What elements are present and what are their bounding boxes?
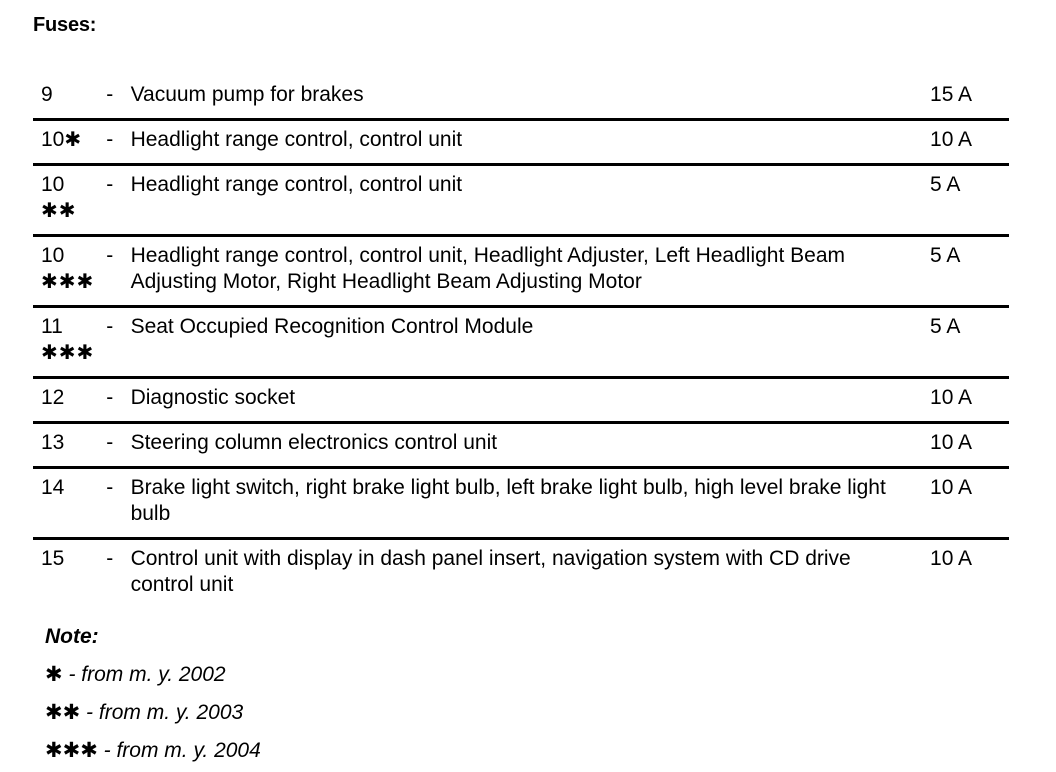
separator: -	[106, 476, 114, 499]
table-row	[33, 468, 1009, 539]
footnote-marker: ✱✱	[41, 200, 77, 222]
footnote-marker: ✱✱✱	[41, 342, 95, 364]
fuse-description: Steering column electronics control unit	[130, 431, 498, 454]
page-heading: Fuses:	[33, 14, 97, 36]
fuse-rating: 5 A	[930, 244, 961, 267]
fuse-rating: 15 A	[930, 83, 973, 106]
fuse-number: 10 ✱✱	[33, 165, 95, 236]
separator: -	[106, 431, 114, 454]
fuse-number: 12	[41, 386, 65, 409]
fuse-rating: 10 A	[930, 386, 973, 409]
table-row	[33, 423, 1009, 468]
fuse-number: 9	[41, 83, 53, 106]
table-row	[33, 165, 1009, 236]
fuse-description: Headlight range control, control unit	[130, 173, 463, 196]
fuse-rating: 10 A	[930, 476, 973, 499]
fuse-description: Control unit with display in dash panel insert, navigation system with CD drive control unit	[130, 547, 851, 596]
fuse-number: 13	[41, 431, 65, 454]
separator: -	[106, 173, 114, 196]
footnote-symbol: ✱✱✱	[45, 739, 98, 762]
fuse-description: Headlight range control, control unit	[130, 128, 463, 151]
separator: -	[106, 244, 114, 267]
fuse-description: Diagnostic socket	[130, 386, 296, 409]
note-text: - from m. y. 2004	[97, 739, 261, 762]
note-section	[45, 618, 261, 770]
fuse-rating: 10 A	[930, 128, 973, 151]
fuse-number: 11 ✱✱✱	[41, 315, 95, 364]
fuse-rating: 10 A	[930, 431, 973, 454]
table-row	[33, 236, 1009, 307]
fuse-rating: 5 A	[930, 173, 961, 196]
footnote-symbol: ✱	[45, 663, 63, 686]
table-row	[33, 539, 1009, 609]
fuse-rating: 10 A	[930, 547, 973, 570]
note-line	[45, 732, 261, 770]
note-text: - from m. y. 2003	[80, 701, 244, 724]
table-row	[33, 307, 1009, 378]
table-row	[33, 120, 1009, 165]
fuse-table	[33, 76, 1009, 608]
separator: -	[106, 315, 114, 338]
note-line	[45, 656, 261, 694]
footnote-marker: ✱	[64, 129, 82, 151]
separator: -	[106, 547, 114, 570]
fuse-description: Seat Occupied Recognition Control Module	[130, 315, 534, 338]
fuse-number: 15	[41, 547, 65, 570]
fuse-description: Vacuum pump for brakes	[130, 83, 364, 106]
fuse-description: Headlight range control, control unit, Headlight Adjuster, Left Headlight Beam Adjusting Motor, Right Headlight Beam Adjusting Motor	[130, 244, 845, 293]
separator: -	[106, 128, 114, 151]
note-text: - from m. y. 2002	[62, 663, 226, 686]
fuse-number: 10 ✱✱✱	[41, 244, 95, 293]
table-row	[33, 76, 1009, 120]
fuse-rating: 5 A	[930, 315, 961, 338]
table-row	[33, 378, 1009, 423]
fuse-number: 14	[41, 476, 65, 499]
footnote-marker: ✱✱✱	[41, 271, 95, 293]
fuse-description: Brake light switch, right brake light bulb, left brake light bulb, high level brake light bulb	[130, 476, 886, 525]
note-line	[45, 694, 261, 732]
separator: -	[106, 386, 114, 409]
footnote-symbol: ✱✱	[45, 701, 81, 724]
note-title: Note:	[45, 625, 99, 648]
separator: -	[106, 83, 114, 106]
fuse-number: 10✱	[41, 128, 82, 151]
